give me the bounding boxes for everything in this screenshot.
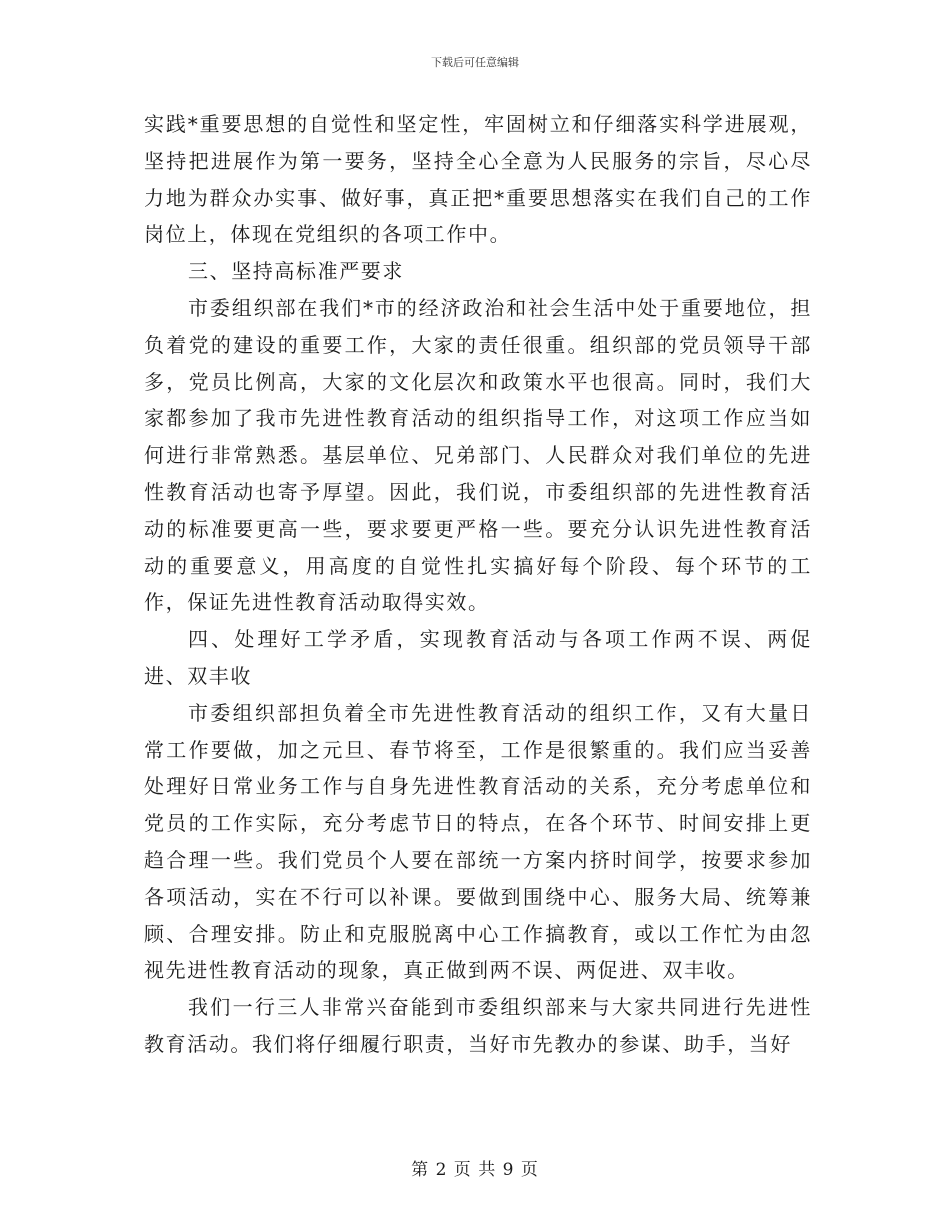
page-number: 第 2 页 共 9 页 [411, 1160, 539, 1180]
section-heading-3: 三、坚持高标准严要求 [188, 259, 404, 284]
paragraph: 市委组织部担负着全市先进性教育活动的组织工作，又有大量日常工作要做，加之元旦、春节将至，工作是很繁重的。我们应当妥善处理好日常业务工作与自身先进性教育活动的关系，充分考虑单位和党员的工作实际，充分考虑节日的特点，在各个环节、时间安排上更趋合理一些。我们党员个人要在部统一方案内挤时间学，按要求参加各项活动，实在不行可以补课。要做到围绕中心、服务大局、统筹兼顾、合理安排。防止和克服脱离中心工作搞教育，或以工作忙为由忽视先进性教育活动的现象，真正做到两不误、两促进、双丰收。 [144, 700, 812, 983]
paragraph: 我们一行三人非常兴奋能到市委组织部来与大家共同进行先进性教育活动。我们将仔细履行职责，当好市先教办的参谋、助手，当好 [144, 995, 812, 1056]
page-header-note: 下载后可任意编辑 [431, 56, 519, 69]
document-body [144, 106, 812, 1063]
paragraph-continuation: 实践*重要思想的自觉性和坚定性，牢固树立和仔细落实科学进展观，坚持把进展作为第一要务，坚持全心全意为人民服务的宗旨，尽心尽力地为群众办实事、做好事，真正把*重要思想落实在我们自己的工作岗位上，体现在党组织的各项工作中。 [144, 112, 812, 247]
section-heading-4: 四、处理好工学矛盾，实现教育活动与各项工作两不误、两促进、双丰收 [144, 627, 812, 688]
paragraph: 市委组织部在我们*市的经济政治和社会生活中处于重要地位，担负着党的建设的重要工作，大家的责任很重。组织部的党员领导干部多，党员比例高，大家的文化层次和政策水平也很高。同时，我们大家都参加了我市先进性教育活动的组织指导工作，对这项工作应当如何进行非常熟悉。基层单位、兄弟部门、人民群众对我们单位的先进性教育活动也寄予厚望。因此，我们说，市委组织部的先进性教育活动的标准要更高一些，要求要更严格一些。要充分认识先进性教育活动的重要意义，用高度的自觉性扎实搞好每个阶段、每个环节的工作，保证先进性教育活动取得实效。 [144, 295, 812, 615]
